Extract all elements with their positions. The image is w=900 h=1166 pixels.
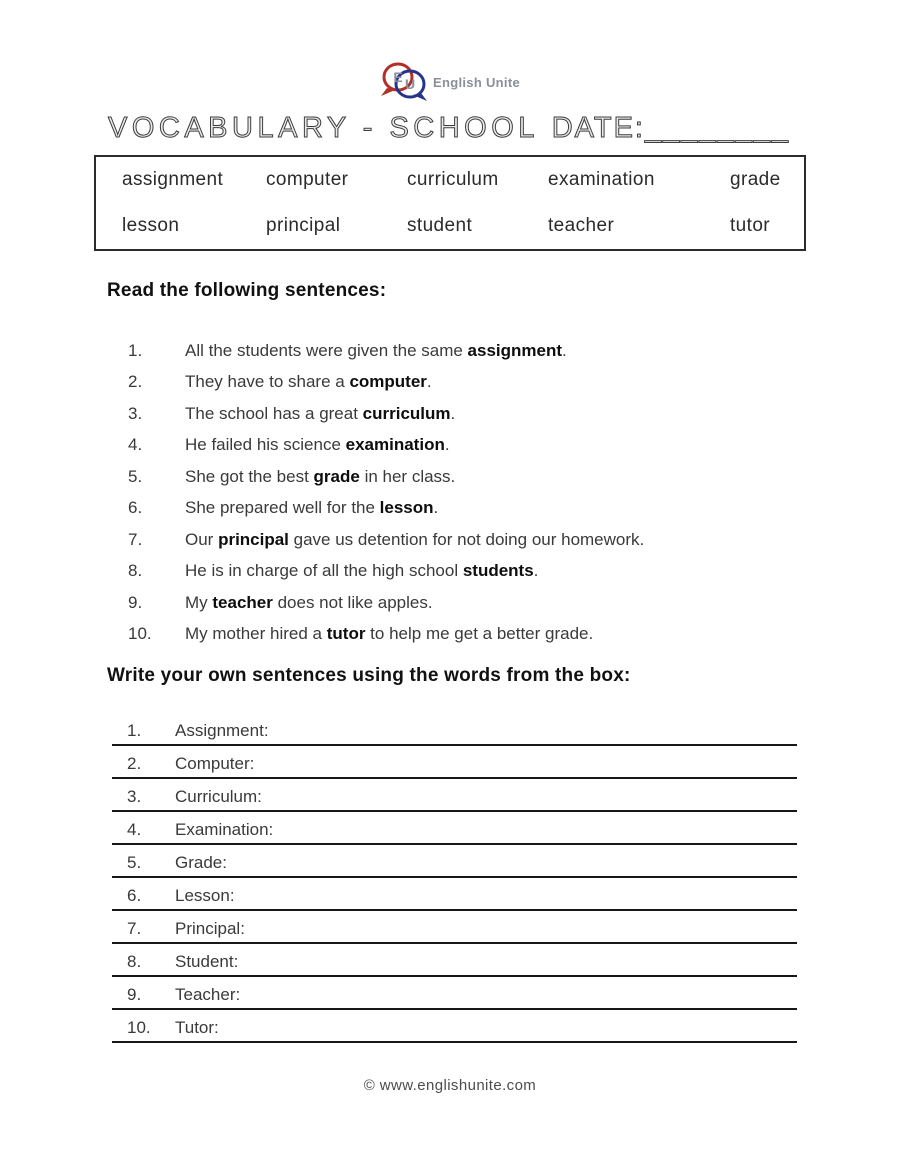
sentence-text: He failed his science examination.	[185, 435, 450, 455]
write-line-number: 8.	[127, 952, 142, 971]
read-section-heading: Read the following sentences:	[107, 280, 387, 301]
sentence-number: 6.	[128, 498, 143, 518]
write-line	[112, 746, 797, 779]
write-line-number: 6.	[127, 886, 142, 905]
write-line-label: Grade:	[175, 853, 227, 872]
logo-letter-u: U	[404, 76, 416, 92]
vocab-word: student	[407, 215, 473, 236]
write-line-label: Teacher:	[175, 985, 241, 1004]
sentence-text: The school has a great curriculum.	[185, 403, 456, 423]
write-line-label: Lesson:	[175, 886, 235, 905]
write-line-number: 4.	[127, 820, 142, 839]
vocab-word: examination	[548, 169, 655, 190]
sentence-text: They have to share a computer.	[185, 372, 432, 392]
word-box-row	[96, 157, 804, 203]
sentence-text: My mother hired a tutor to help me get a better grade.	[185, 624, 594, 644]
date-blank-line: ________	[644, 112, 790, 144]
vocab-word: assignment	[122, 169, 224, 190]
write-line-label: Computer:	[175, 754, 255, 773]
write-line	[112, 977, 797, 1010]
sentence-number: 4.	[128, 435, 143, 455]
logo	[0, 0, 900, 104]
sentence-number: 7.	[128, 529, 143, 549]
sentence-item	[128, 430, 900, 462]
sentence-text: She got the best grade in her class.	[185, 466, 456, 486]
write-line	[112, 1010, 797, 1043]
vocab-word-bold: teacher	[212, 592, 273, 612]
word-box-row	[96, 203, 804, 249]
write-line-label: Student:	[175, 952, 239, 971]
sentence-text: He is in charge of all the high school students.	[185, 561, 539, 581]
write-line-label: Examination:	[175, 820, 274, 839]
vocab-word-bold: curriculum	[362, 403, 451, 423]
sentence-item	[128, 335, 900, 367]
vocab-word-bold: tutor	[326, 624, 366, 644]
sentence-number: 8.	[128, 561, 143, 581]
write-line-label: Principal:	[175, 919, 245, 938]
sentence-item	[128, 461, 900, 493]
vocab-word-bold: examination	[345, 435, 445, 455]
sentence-text: Our principal gave us detention for not doing our homework.	[185, 529, 645, 549]
date-field	[552, 112, 790, 145]
write-line	[112, 878, 797, 911]
write-line-number: 3.	[127, 787, 142, 806]
write-line-number: 1.	[127, 721, 142, 740]
write-line-label: Assignment:	[175, 721, 269, 740]
vocab-word: curriculum	[407, 169, 499, 190]
sentence-text: She prepared well for the lesson.	[185, 498, 439, 518]
vocab-word: grade	[730, 169, 781, 190]
english-unite-logo-icon	[380, 60, 428, 104]
sentence-number: 1.	[128, 340, 143, 360]
sentence-list	[0, 335, 900, 650]
vocab-word: lesson	[122, 215, 180, 236]
vocabulary-word-box	[94, 155, 806, 251]
sentence-item	[128, 493, 900, 525]
sentence-item	[128, 619, 900, 651]
sentence-item	[128, 398, 900, 430]
date-label: DATE:	[551, 112, 645, 144]
page-title: VOCABULARY - SCHOOL	[108, 112, 539, 144]
write-line	[112, 713, 797, 746]
write-line-number: 7.	[127, 919, 142, 938]
brand-name: English Unite	[433, 74, 520, 90]
vocab-word-bold: computer	[349, 372, 427, 392]
write-line	[112, 812, 797, 845]
write-line-number: 9.	[127, 985, 142, 1004]
write-line-number: 10.	[127, 1018, 151, 1037]
vocab-word: principal	[266, 215, 341, 236]
sentence-item	[128, 587, 900, 619]
sentence-item	[128, 367, 900, 399]
vocab-word-bold: assignment	[467, 340, 563, 360]
logo-letter-e: E	[393, 69, 403, 85]
vocab-word-bold: students	[462, 561, 534, 581]
write-line-label: Tutor:	[175, 1018, 219, 1037]
write-line	[112, 911, 797, 944]
write-line	[112, 944, 797, 977]
vocab-word: teacher	[548, 215, 615, 236]
sentence-item	[128, 524, 900, 556]
title-row	[108, 112, 790, 145]
sentence-text: All the students were given the same assignment.	[185, 340, 567, 360]
vocab-word-bold: lesson	[379, 498, 434, 518]
vocab-word: tutor	[730, 215, 771, 236]
vocab-word-bold: grade	[313, 466, 360, 486]
sentence-number: 10.	[128, 624, 152, 644]
sentence-number: 5.	[128, 466, 143, 486]
footer-copyright: © www.englishunite.com	[363, 1077, 537, 1094]
sentence-number: 9.	[128, 592, 143, 612]
sentence-text: My teacher does not like apples.	[185, 592, 433, 612]
write-line-number: 5.	[127, 853, 142, 872]
vocab-word: computer	[266, 169, 349, 190]
vocab-word-bold: principal	[218, 529, 289, 549]
write-line	[112, 779, 797, 812]
write-line-list	[0, 713, 900, 1043]
write-line	[112, 845, 797, 878]
write-section-heading: Write your own sentences using the words from the box:	[107, 665, 631, 686]
sentence-item	[128, 556, 900, 588]
sentence-number: 2.	[128, 372, 143, 392]
write-line-number: 2.	[127, 754, 142, 773]
sentence-number: 3.	[128, 403, 143, 423]
write-line-label: Curriculum:	[175, 787, 262, 806]
